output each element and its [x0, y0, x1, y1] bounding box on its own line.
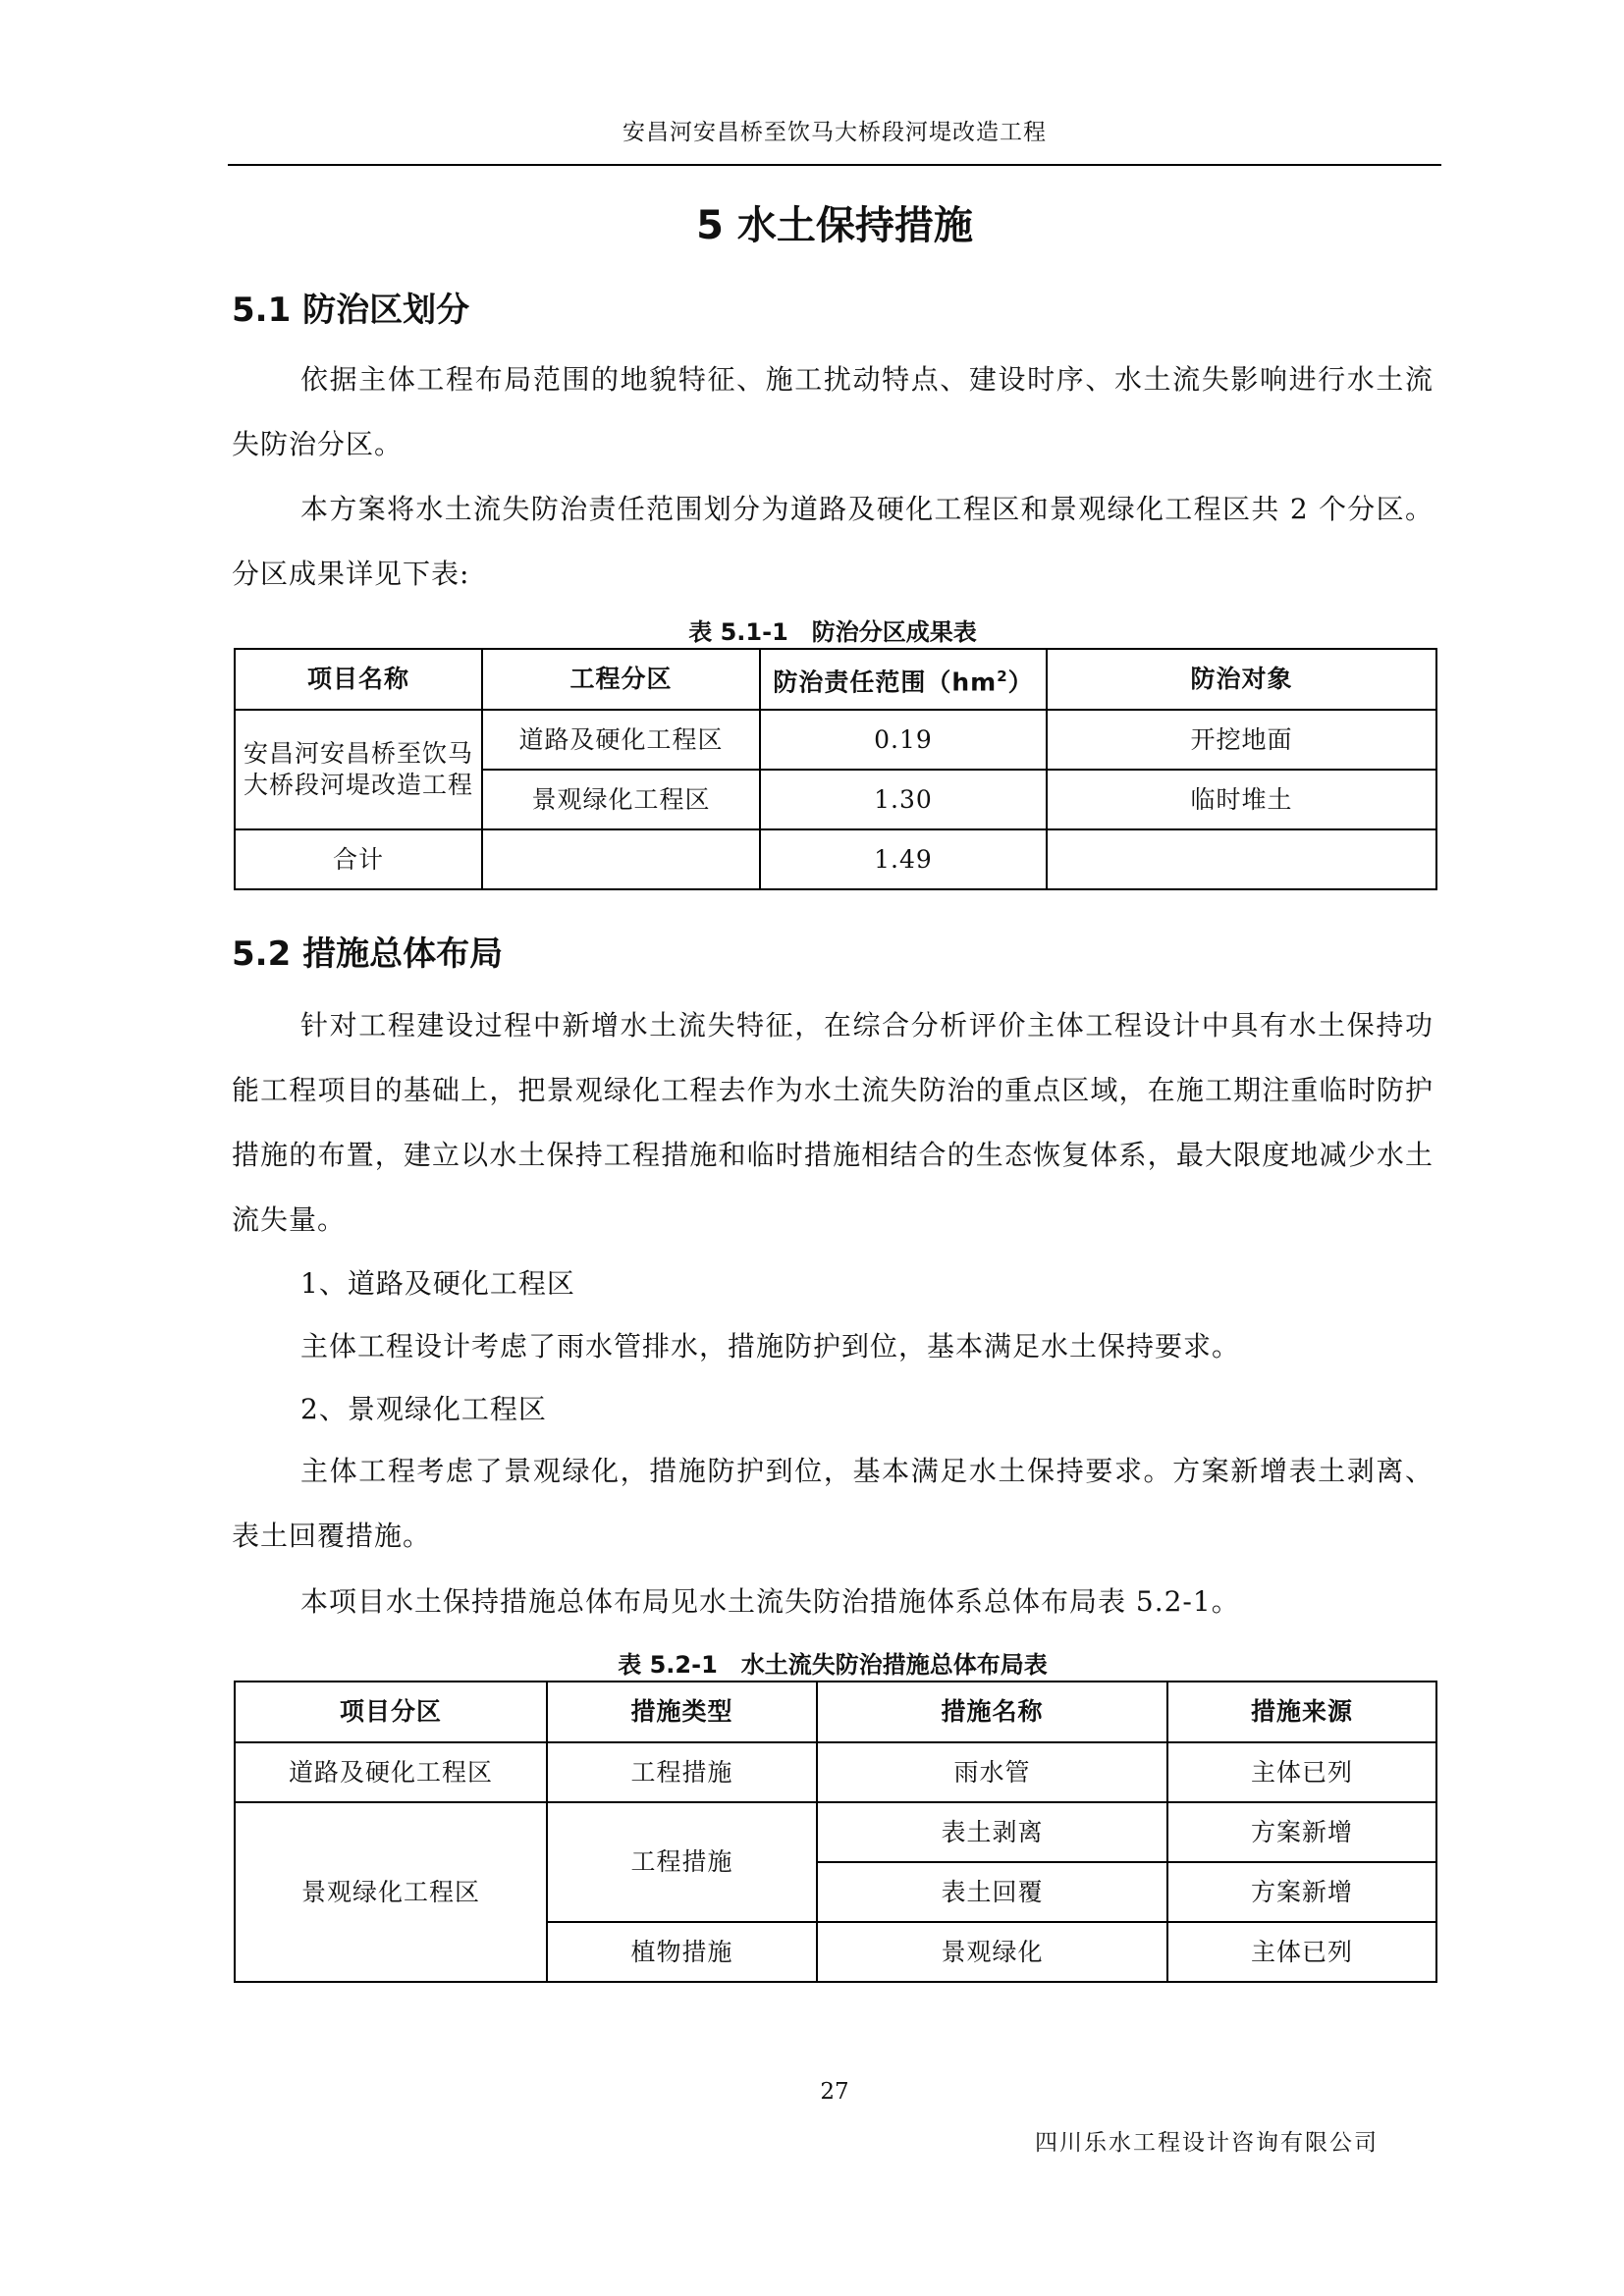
table-cell: 临时堆土	[1047, 770, 1436, 829]
table-cell	[1047, 829, 1436, 889]
table-cell: 景观绿化	[817, 1922, 1167, 1982]
table-cell: 道路及硬化工程区	[235, 1742, 547, 1802]
table-cell: 植物措施	[547, 1922, 817, 1982]
table-header-row	[235, 1682, 1436, 1742]
superscript: 2	[997, 667, 1008, 685]
table-cell: 景观绿化工程区	[235, 1802, 547, 1982]
footer-company: 四川乐水工程设计咨询有限公司	[1035, 2130, 1379, 2156]
table-cell: 方案新增	[1167, 1802, 1436, 1862]
page-number: 27	[820, 2079, 849, 2105]
table-cell: 表土回覆	[817, 1862, 1167, 1922]
table-header-cell: 措施名称	[817, 1682, 1167, 1742]
table-cell: 景观绿化工程区	[482, 770, 760, 829]
table-row	[235, 1802, 1436, 1862]
project-name-cell: 安昌河安昌桥至饮马大桥段河堤改造工程	[235, 710, 482, 829]
table-cell: 1.49	[760, 829, 1047, 889]
list-item-title: 1、道路及硬化工程区	[300, 1267, 575, 1300]
table-header-cell: 措施类型	[547, 1682, 817, 1742]
table-header-cell: 措施来源	[1167, 1682, 1436, 1742]
list-item-text: 主体工程设计考虑了雨水管排水，措施防护到位，基本满足水土保持要求。	[300, 1330, 1241, 1362]
header-text: 防治责任范围（hm	[773, 667, 998, 697]
table-cell	[482, 829, 760, 889]
paragraph: 本方案将水土流失防治责任范围划分为道路及硬化工程区和景观绿化工程区共 2 个分区。分区成果详见下表:	[232, 493, 1434, 590]
table-total-row	[235, 829, 1436, 889]
table-header-row	[235, 649, 1436, 710]
table-cell: 雨水管	[817, 1742, 1167, 1802]
header-text: ）	[1007, 667, 1034, 697]
header-rule	[228, 164, 1441, 166]
table-cell: 工程措施	[547, 1802, 817, 1922]
table-caption: 表 5.1-1 防治分区成果表	[688, 618, 977, 646]
section-title-5-1: 5.1 防治区划分	[232, 291, 470, 330]
table-header-cell: 项目名称	[235, 649, 482, 710]
table-cell: 开挖地面	[1047, 710, 1436, 770]
paragraph: 依据主体工程布局范围的地貌特征、施工扰动特点、建设时序、水土流失影响进行水土流失防治分区。	[232, 363, 1434, 460]
table-cell: 合计	[235, 829, 482, 889]
paragraph: 针对工程建设过程中新增水土流失特征，在综合分析评价主体工程设计中具有水土保持功能工程项目的基础上，把景观绿化工程去作为水土流失防治的重点区域，在施工期注重临时防护措施的布置，建立以水土保持工程措施和临时措施相结合的生态恢复体系，最大限度地减少水土流失量。	[232, 1009, 1434, 1236]
table-cell: 1.30	[760, 770, 1047, 829]
table-header-cell: 工程分区	[482, 649, 760, 710]
paragraph: 本项目水土保持措施总体布局见水土流失防治措施体系总体布局表 5.2-1。	[300, 1585, 1240, 1618]
table-cell: 主体已列	[1167, 1922, 1436, 1982]
list-item-title: 2、景观绿化工程区	[300, 1393, 547, 1425]
table-row	[235, 710, 1436, 770]
table-cell: 工程措施	[547, 1742, 817, 1802]
table-cell: 方案新增	[1167, 1862, 1436, 1922]
section-title-5-2: 5.2 措施总体布局	[232, 934, 504, 974]
table-cell: 道路及硬化工程区	[482, 710, 760, 770]
chapter-title: 5 水土保持措施	[696, 203, 973, 248]
table-row	[235, 1742, 1436, 1802]
table-cell: 主体已列	[1167, 1742, 1436, 1802]
table-cell: 0.19	[760, 710, 1047, 770]
table-header-cell	[760, 649, 1047, 710]
table-header-cell: 项目分区	[235, 1682, 547, 1742]
measures-table	[234, 1681, 1437, 1983]
table-cell: 表土剥离	[817, 1802, 1167, 1862]
running-header: 安昌河安昌桥至饮马大桥段河堤改造工程	[623, 120, 1047, 145]
table-caption: 表 5.2-1 水土流失防治措施总体布局表	[618, 1651, 1048, 1679]
table-header-cell: 防治对象	[1047, 649, 1436, 710]
paragraph: 主体工程考虑了景观绿化，措施防护到位，基本满足水土保持要求。方案新增表土剥离、表土回覆措施。	[232, 1455, 1434, 1552]
zoning-table	[234, 648, 1437, 890]
